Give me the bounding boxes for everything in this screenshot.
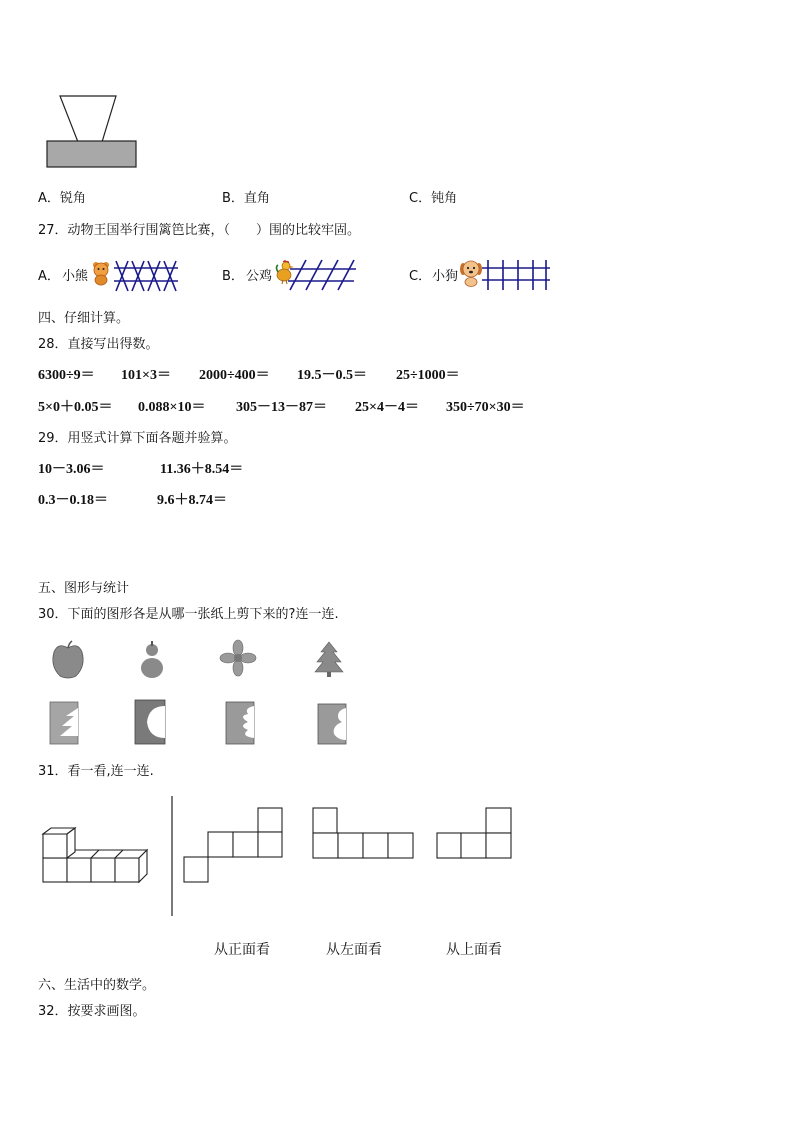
paper-tree-cut-icon[interactable] [48, 700, 84, 746]
divider-line [170, 796, 174, 918]
option-a-animal[interactable]: 小熊 [62, 269, 89, 284]
bear-icon [90, 260, 112, 286]
calc-28-9: 25×4－4＝ [355, 400, 419, 415]
view-label-left: 从左面看 [326, 942, 382, 958]
option-c-obtuse[interactable]: C．钝角 [409, 191, 458, 206]
option-c-animal[interactable]: 小狗 [432, 269, 459, 284]
calc-28-5: 25÷1000＝ [396, 368, 460, 383]
calc-28-10: 350÷70×30＝ [446, 400, 525, 415]
option-b-right[interactable]: B．直角 [222, 191, 270, 206]
flower-icon[interactable] [220, 640, 256, 676]
fence-parallel-slant [286, 258, 358, 292]
calc-28-7: 0.088×10＝ [138, 400, 206, 415]
calc-28-6: 5×0＋0.05＝ [38, 400, 113, 415]
section-5-title: 五、图形与统计 [38, 581, 130, 596]
option-a-letter[interactable]: A． [38, 269, 60, 284]
fence-diagonal-cross [112, 259, 180, 293]
apple-icon[interactable] [50, 640, 86, 680]
paper-gourd-cut-icon[interactable] [316, 702, 350, 746]
calc-29-1: 10－3.06＝ [38, 462, 105, 477]
calc-28-2: 101×3＝ [121, 368, 171, 383]
calc-28-1: 6300÷9＝ [38, 368, 95, 383]
calc-28-4: 19.5－0.5＝ [297, 368, 367, 383]
fence-square-grid [480, 258, 552, 292]
section-4-title: 四、仔细计算。 [38, 311, 130, 326]
question-29: 29．用竖式计算下面各题并验算。 [38, 431, 237, 446]
view-shape-3[interactable] [435, 806, 517, 862]
set-square-on-ruler-figure [44, 94, 140, 170]
question-30: 30．下面的图形各是从哪一张纸上剪下来的?连一连. [38, 607, 339, 622]
paper-apple-cut-icon[interactable] [133, 698, 169, 746]
option-b-animal[interactable]: 公鸡 [246, 269, 273, 284]
question-32: 32．按要求画图。 [38, 1004, 146, 1019]
gourd-icon[interactable] [137, 640, 167, 680]
calc-28-3: 2000÷400＝ [199, 368, 270, 383]
view-shape-1[interactable] [182, 806, 286, 886]
option-b-letter[interactable]: B． [222, 269, 244, 284]
view-label-top: 从上面看 [446, 942, 502, 958]
question-28: 28．直接写出得数。 [38, 337, 159, 352]
view-label-front: 从正面看 [214, 942, 270, 958]
tree-icon[interactable] [313, 640, 345, 678]
option-a-acute[interactable]: A．锐角 [38, 191, 86, 206]
cube-stack-3d-figure [40, 828, 160, 886]
view-shape-2[interactable] [311, 806, 417, 862]
section-6-title: 六、生活中的数学。 [38, 978, 156, 993]
calc-29-2: 11.36＋8.54＝ [160, 462, 244, 477]
option-c-letter[interactable]: C． [409, 269, 432, 284]
paper-flower-cut-icon[interactable] [224, 700, 258, 746]
question-27: 27．动物王国举行围篱笆比赛，（ ）围的比较牢固。 [38, 223, 361, 238]
question-31: 31．看一看,连一连. [38, 764, 154, 779]
calc-29-3: 0.3－0.18＝ [38, 493, 108, 508]
calc-28-8: 305－13－87＝ [236, 400, 327, 415]
calc-29-4: 9.6＋8.74＝ [157, 493, 227, 508]
